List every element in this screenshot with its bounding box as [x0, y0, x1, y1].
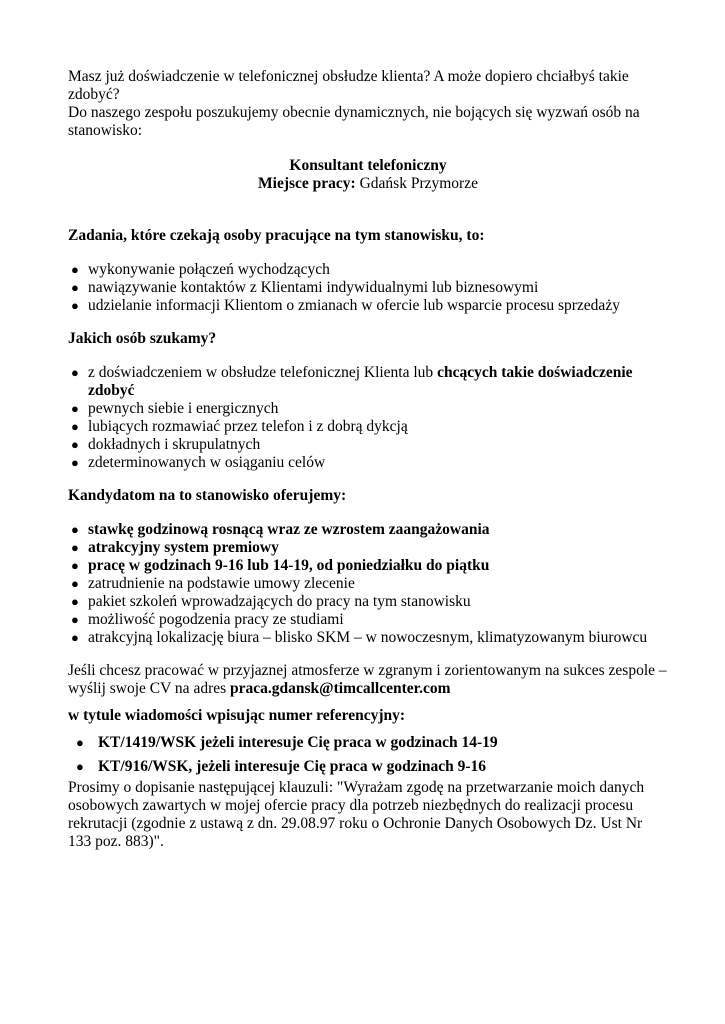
list-item: ● możliwość pogodzenia pracy ze studiami — [71, 611, 344, 628]
bullet-icon: ● — [71, 455, 79, 470]
work-location-label: Miejsce pracy: — [258, 175, 356, 192]
candidates-heading: Jakich osób szukamy? — [68, 330, 217, 347]
contact-email: praca.gdansk@timcallcenter.com — [230, 680, 451, 697]
tasks-list — [68, 261, 668, 315]
bullet-icon: ● — [71, 437, 79, 452]
bullet-icon: ● — [71, 522, 79, 537]
list-item: ● udzielanie informacji Klientom o zmianach w ofercie lub wsparcie procesu sprzedaży — [71, 297, 620, 314]
bullet-icon: ● — [71, 540, 79, 555]
candidates-list — [68, 364, 668, 472]
bullet-icon: ● — [71, 576, 79, 591]
intro-line-2: Do naszego zespołu poszukujemy obecnie dynamicznych, nie bojących się wyzwań osób na stanowisko: — [68, 104, 640, 139]
intro-line-1: Masz już doświadczenie w telefonicznej obsłudze klienta? A może dopiero chciałbyś takie zdobyć? — [68, 68, 629, 103]
list-item: ● KT/916/WSK, jeżeli interesuje Cię praca w godzinach 9-16 — [76, 758, 487, 775]
list-item: ● zatrudnienie na podstawie umowy zlecenie — [71, 575, 355, 592]
list-item: ● nawiązywanie kontaktów z Klientami indywidualnymi lub biznesowymi — [71, 279, 539, 296]
bullet-icon: ● — [71, 419, 79, 434]
list-item: ● zdeterminowanych w osiąganiu celów — [71, 454, 326, 471]
bullet-icon: ● — [71, 612, 79, 627]
list-item: ● pewnych siebie i energicznych — [71, 400, 279, 417]
job-offer-document — [68, 68, 668, 851]
bullet-icon: ● — [71, 558, 79, 573]
offer-heading: Kandydatom na to stanowisko oferujemy: — [68, 487, 347, 504]
bullet-icon: ● — [71, 401, 79, 416]
reference-list — [68, 734, 668, 776]
offer-list — [68, 521, 668, 647]
bullet-icon: ● — [76, 759, 84, 774]
bullet-icon: ● — [71, 298, 79, 313]
bullet-icon: ● — [71, 630, 79, 645]
reference-heading: w tytule wiadomości wpisując numer referencyjny: — [68, 707, 406, 724]
tasks-heading: Zadania, które czekają osoby pracujące na tym stanowisku, to: — [68, 227, 485, 244]
list-item: ● pracę w godzinach 9-16 lub 14-19, od poniedziałku do piątku — [71, 557, 490, 574]
list-item: ● z doświadczeniem w obsłudze telefonicznej Klienta lub chcących takie doświadczenie zdobyć — [71, 364, 633, 399]
list-item: ● pakiet szkoleń wprowadzających do pracy na tym stanowisku — [71, 593, 471, 610]
consent-clause: Prosimy o dopisanie następującej klauzuli: "Wyrażam zgodę na przetwarzanie moich danych osobowych zawartych w mojej ofercie pracy dla potrzeb niezbędnych do realizacji procesu rekrutacji (zgodnie z ustawą z dn. 29.08.97 roku o Ochronie Danych Osobowych Dz. Ust Nr 133 poz. 883)". — [68, 779, 645, 850]
bullet-icon: ● — [71, 280, 79, 295]
list-item: ● wykonywanie połączeń wychodzących — [71, 261, 330, 278]
list-item: ● atrakcyjną lokalizację biura – blisko SKM – w nowoczesnym, klimatyzowanym biurowcu — [71, 629, 648, 646]
list-item: ● dokładnych i skrupulatnych — [71, 436, 261, 453]
work-location — [68, 175, 668, 193]
list-item: ● KT/1419/WSK jeżeli interesuje Cię praca w godzinach 14-19 — [76, 734, 498, 751]
list-item: ● stawkę godzinową rosnącą wraz ze wzrostem zaangażowania — [71, 521, 490, 538]
list-item: ● atrakcyjny system premiowy — [71, 539, 279, 556]
closing-paragraph: Jeśli chcesz pracować w przyjaznej atmosferze w zgranym i zorientowanym na sukces zespole – wyślij swoje CV na adres praca.gdansk@timcallcenter.com — [68, 662, 667, 697]
work-location-value: Gdańsk Przymorze — [355, 175, 478, 192]
bullet-icon: ● — [71, 365, 79, 380]
bullet-icon: ● — [76, 735, 84, 750]
bullet-icon: ● — [71, 262, 79, 277]
list-item: ● lubiących rozmawiać przez telefon i z dobrą dykcją — [71, 418, 408, 435]
bullet-icon: ● — [71, 594, 79, 609]
position-title: Konsultant telefoniczny — [289, 157, 447, 174]
intro-paragraph — [68, 68, 668, 140]
